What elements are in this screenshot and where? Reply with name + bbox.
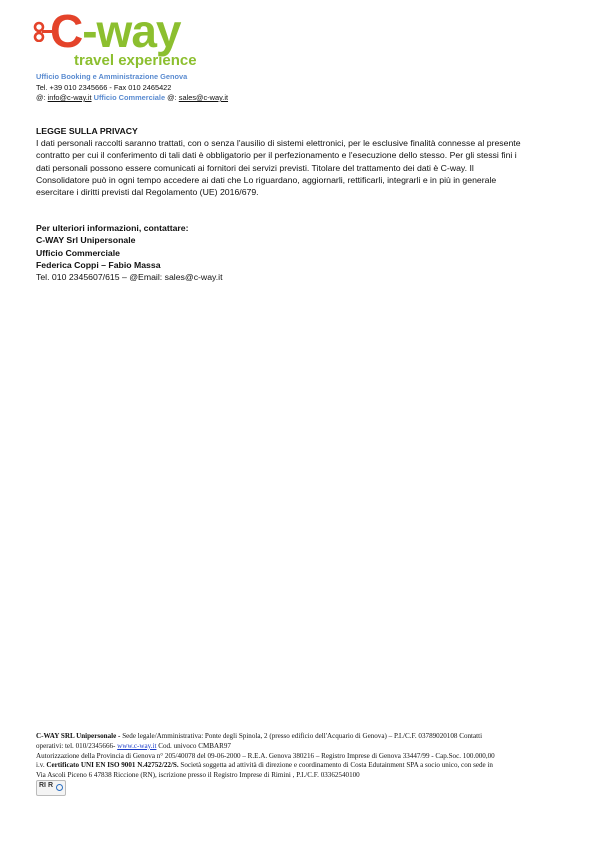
contact-intro: Per ulteriori informazioni, contattare: [36,223,189,233]
email-prefix: @: [36,93,46,102]
privacy-line: I dati personali raccolti saranno trattati, con o senza l'ausilio di sistemi elettronici, per le esclusive finalità connesse al presente [36,138,521,148]
privacy-heading: LEGGE SULLA PRIVACY [36,126,138,136]
footer-line-2: operativi: tel. 010/2345666- www.c-way.it Cod. univoco CMBAR97 [36,741,231,750]
footer-company: C-WAY SRL Unipersonale - [36,732,121,740]
privacy-line: Consolidatore può in ogni tempo accedere ai dati che Lo riguardano, aggiornarli, rettificarli, integrarli e in più in generale [36,174,497,185]
office-booking-label: Ufficio Booking e Amministrazione Genova [36,72,188,81]
privacy-line: esercitare i diritti previsti dal Regolamento (UE) 2016/679. [36,187,259,198]
cway-logo [32,5,197,72]
privacy-line: dati personali possono essere comunicati ai fornitori dei servizi previsti. Titolare del trattamento dei dati è C-way. Il [36,162,474,173]
email-prefix-2: @: [167,93,177,102]
footer-certificate: Certificato UNI EN ISO 9001 N.42752/22/S. [46,761,179,770]
contact-people: Federica Coppi – Fabio Massa [36,259,161,270]
header-email-row [36,93,228,104]
footer-line-1: C-WAY SRL Unipersonale - Sede legale/Amministrativa: Ponte degli Spinola, 2 (presso edificio dell'Acquario di Genova) – P.I./C.F. 03789020108 Contatti [36,732,483,740]
logo-wordmark: C-way [50,5,181,57]
contact-office: Ufficio Commerciale [36,247,121,258]
website-link[interactable]: www.c-way.it [117,741,157,750]
legal-footer [36,732,564,781]
contact-company: C-WAY Srl Unipersonale [36,235,136,246]
sales-email-link[interactable]: sales@c-way.it [178,93,229,102]
office-commercial-label: Ufficio Commerciale [93,93,166,102]
footer-line-3: Autorizzazione della Provincia di Genova n° 205/40078 del 09-06-2000 – R.E.A. Genova 380216 – Registro Imprese di Genova 33447/99 - Cap.Soc. 100.000,00 [36,751,495,760]
privacy-paragraph [36,137,566,198]
logo-mark-icon [32,20,52,42]
certification-badge-icon: RI R [36,780,66,796]
logo-tagline: travel experience [74,52,197,69]
info-email-link[interactable]: info@c-way.it [47,93,92,102]
privacy-line: contratto per cui il conferimento di tali dati è obbligatorio per il perfezionamento e l'esecuzione dello stesso. Per gli stessi fini i [36,150,517,161]
footer-line-4: i.v. Certificato UNI EN ISO 9001 N.42752/22/S. Società soggetta ad attività di direzione e coordinamento di Costa Edutainment SPA a socio unico, con sede in [36,761,493,770]
phone-fax: Tel. +39 010 2345666 - Fax 010 2465422 [36,83,172,92]
footer-line-5: Via Ascoli Piceno 6 47838 Riccione (RN), iscrizione presso il Registro Imprese di Rimini , P.I./C.F. 03362540100 [36,771,360,780]
contact-tel-email: Tel. 010 2345607/615 – @Email: sales@c-way.it [36,272,223,283]
contact-block [36,222,566,283]
